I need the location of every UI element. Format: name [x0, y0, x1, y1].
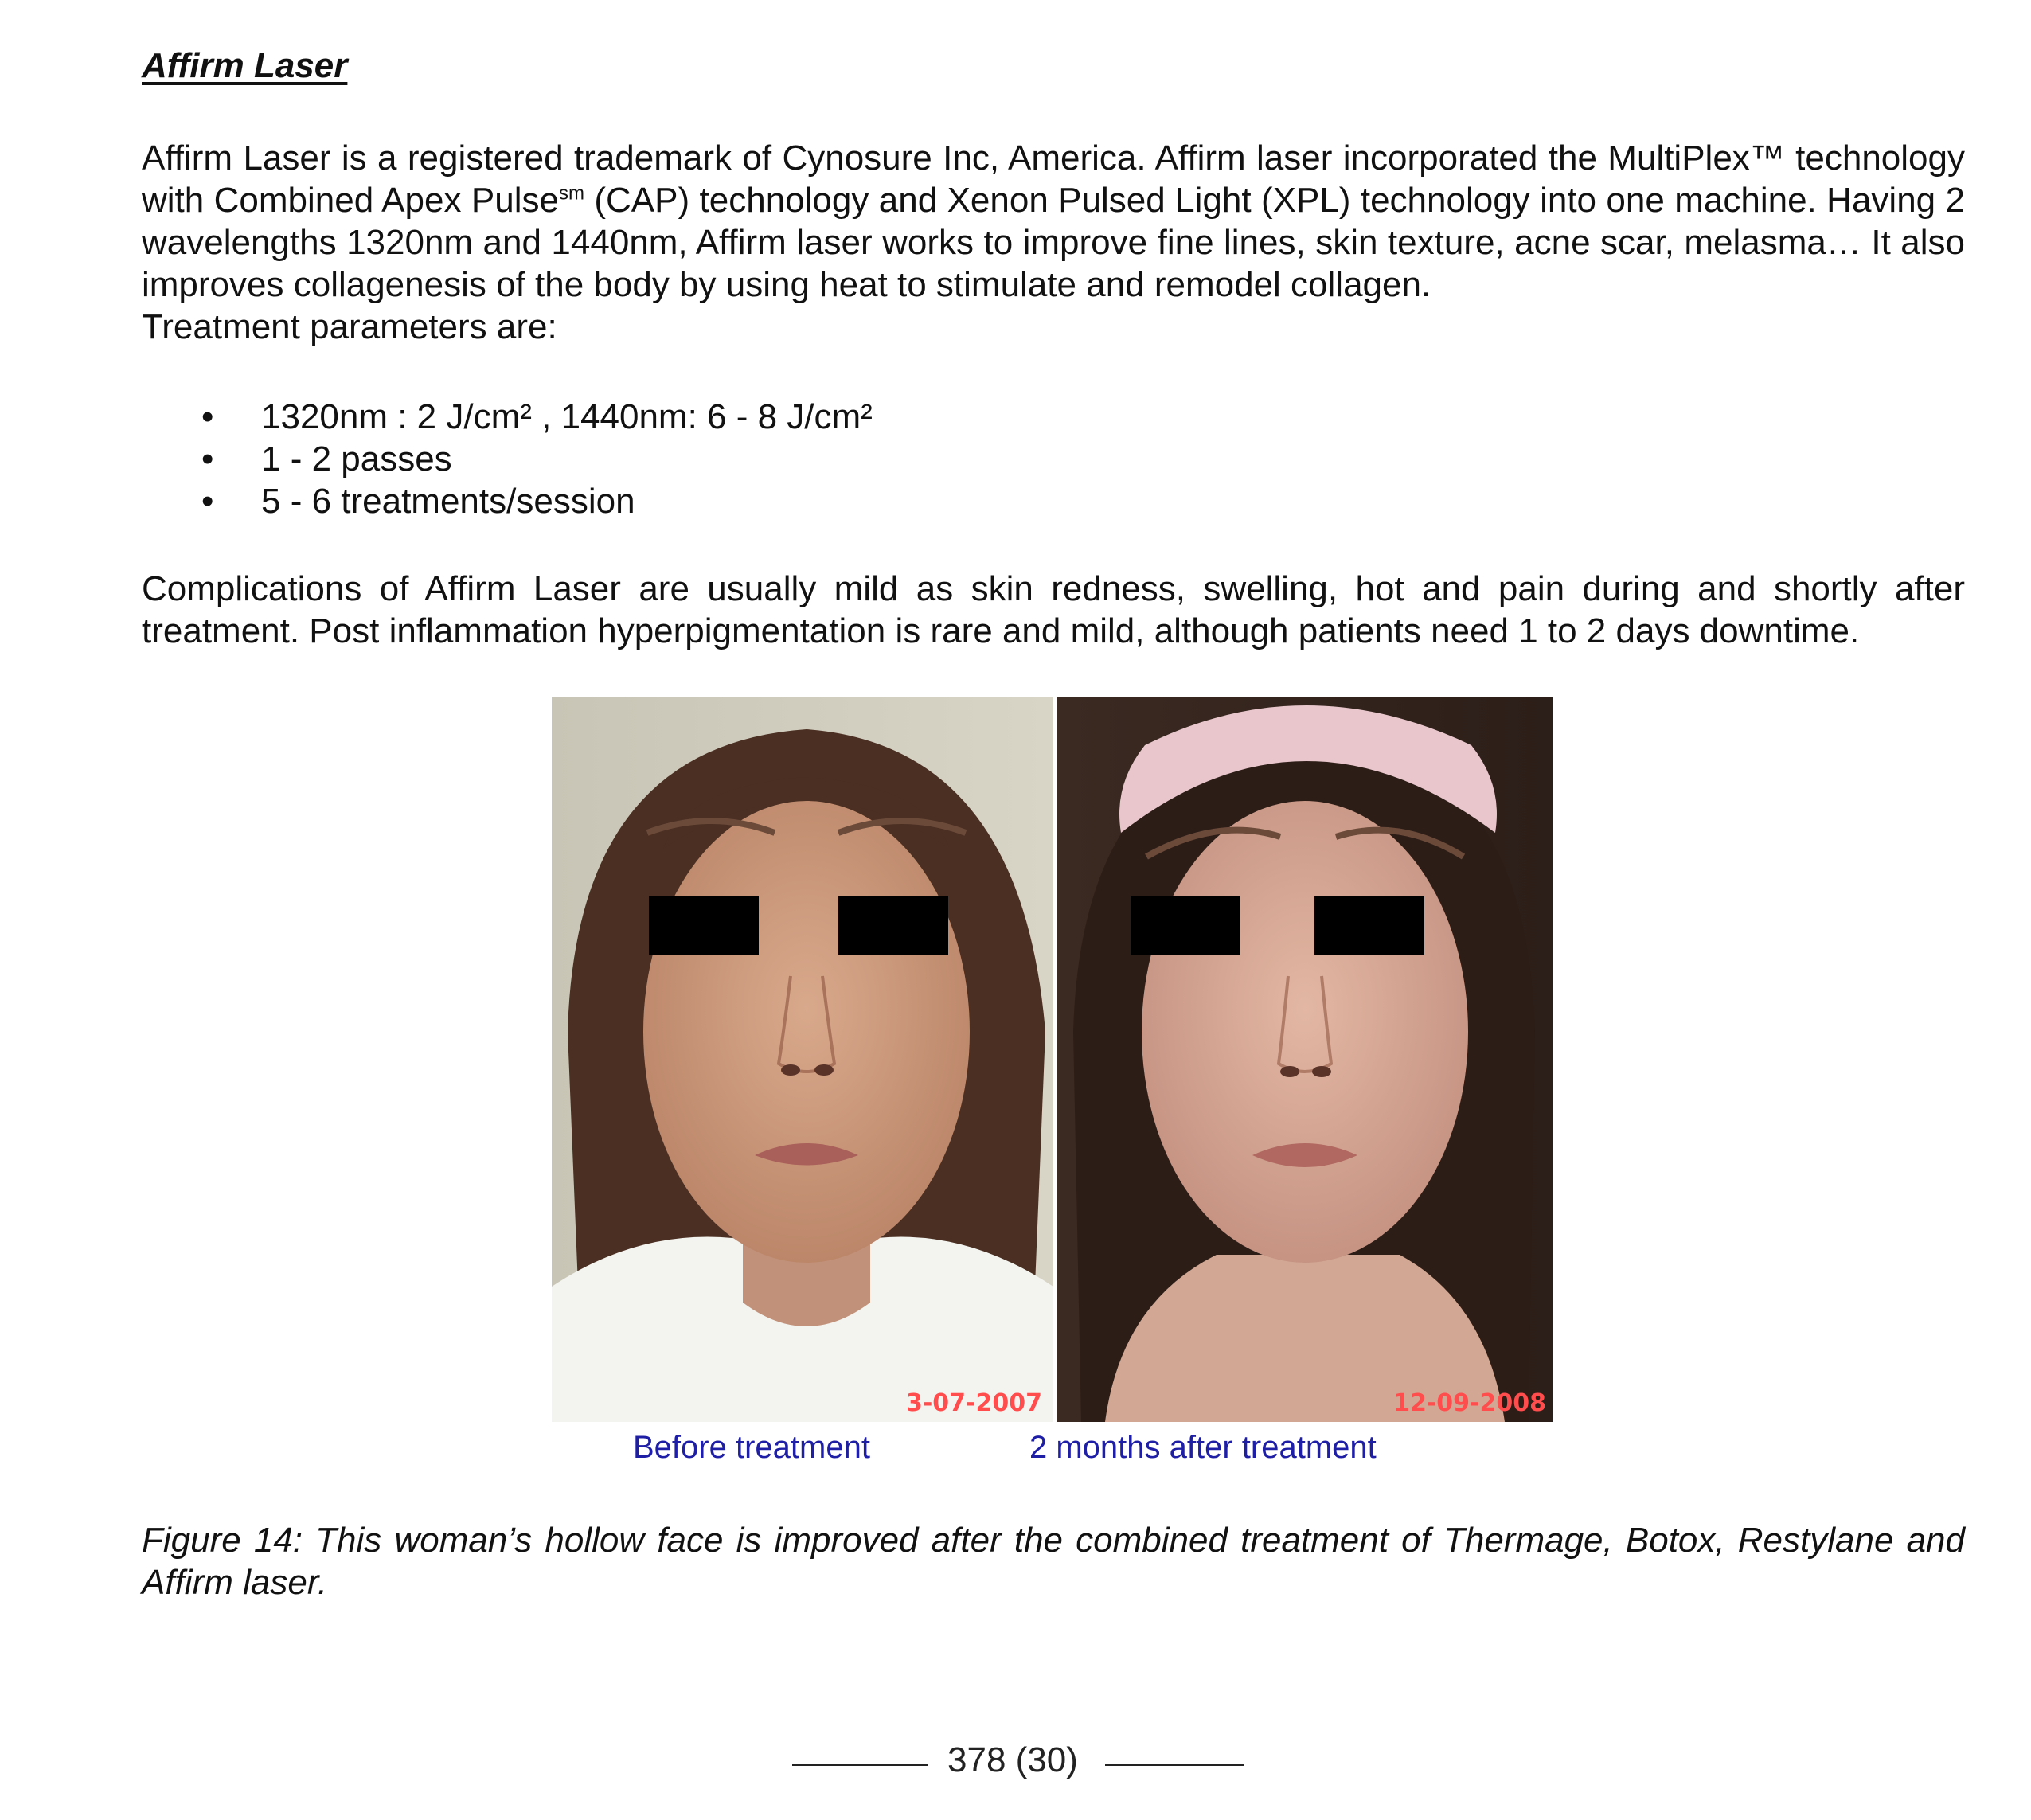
list-item	[142, 438, 873, 480]
before-after-figure	[552, 697, 1553, 1422]
list-item-text: 1320nm : 2 J/cm² , 1440nm: 6 - 8 J/cm²	[261, 397, 873, 436]
bullet-icon: •	[201, 482, 214, 521]
footer-rule-right	[1105, 1764, 1244, 1766]
photo-date-stamp: 3-07-2007	[905, 1389, 1042, 1417]
intro-text-3: Treatment parameters are:	[142, 307, 557, 346]
list-item-text: 1 - 2 passes	[261, 439, 452, 478]
list-item-text: 5 - 6 treatments/session	[261, 482, 635, 521]
photo-date-stamp: 12-09-2008	[1393, 1389, 1546, 1417]
intro-paragraph	[142, 137, 1965, 348]
list-item	[142, 480, 873, 522]
treatment-parameters-list	[142, 396, 873, 522]
bullet-icon: •	[201, 397, 214, 436]
section-heading: Affirm Laser	[142, 46, 348, 85]
bullet-icon: •	[201, 439, 214, 478]
intro-text-1: Affirm Laser is a registered trademark of Cynosure Inc, America. Affirm laser incorporated the MultiPlex™ technology with Combined Apex Pulse	[142, 139, 1965, 220]
after-caption: 2 months after treatment	[1029, 1430, 1377, 1465]
service-mark: sm	[558, 182, 584, 205]
footer-rule-left	[792, 1764, 928, 1766]
page-number: 378 (30)	[947, 1740, 1078, 1779]
list-item	[142, 396, 873, 438]
page-footer	[0, 1740, 2031, 1788]
intro-text-2: (CAP) technology and Xenon Pulsed Light (XPL) technology into one machine. Having 2 wavelengths 1320nm and 1440nm, Affirm laser works to improve fine lines, skin texture, acne scar, melasma… It also improves collagenesis of the body by using heat to stimulate and remodel collagen.	[142, 181, 1966, 304]
complications-paragraph: Complications of Affirm Laser are usually mild as skin redness, swelling, hot and pain during and shortly after treatment. Post inflammation hyperpigmentation is rare and mild, although patients need 1 to 2 days downtime.	[142, 569, 1965, 650]
before-caption: Before treatment	[633, 1430, 870, 1465]
after-photo	[1057, 697, 1553, 1422]
before-photo	[552, 697, 1053, 1422]
figure-caption: Figure 14: This woman’s hollow face is improved after the combined treatment of Thermage, Botox, Restylane and Affirm laser.	[142, 1521, 1965, 1602]
